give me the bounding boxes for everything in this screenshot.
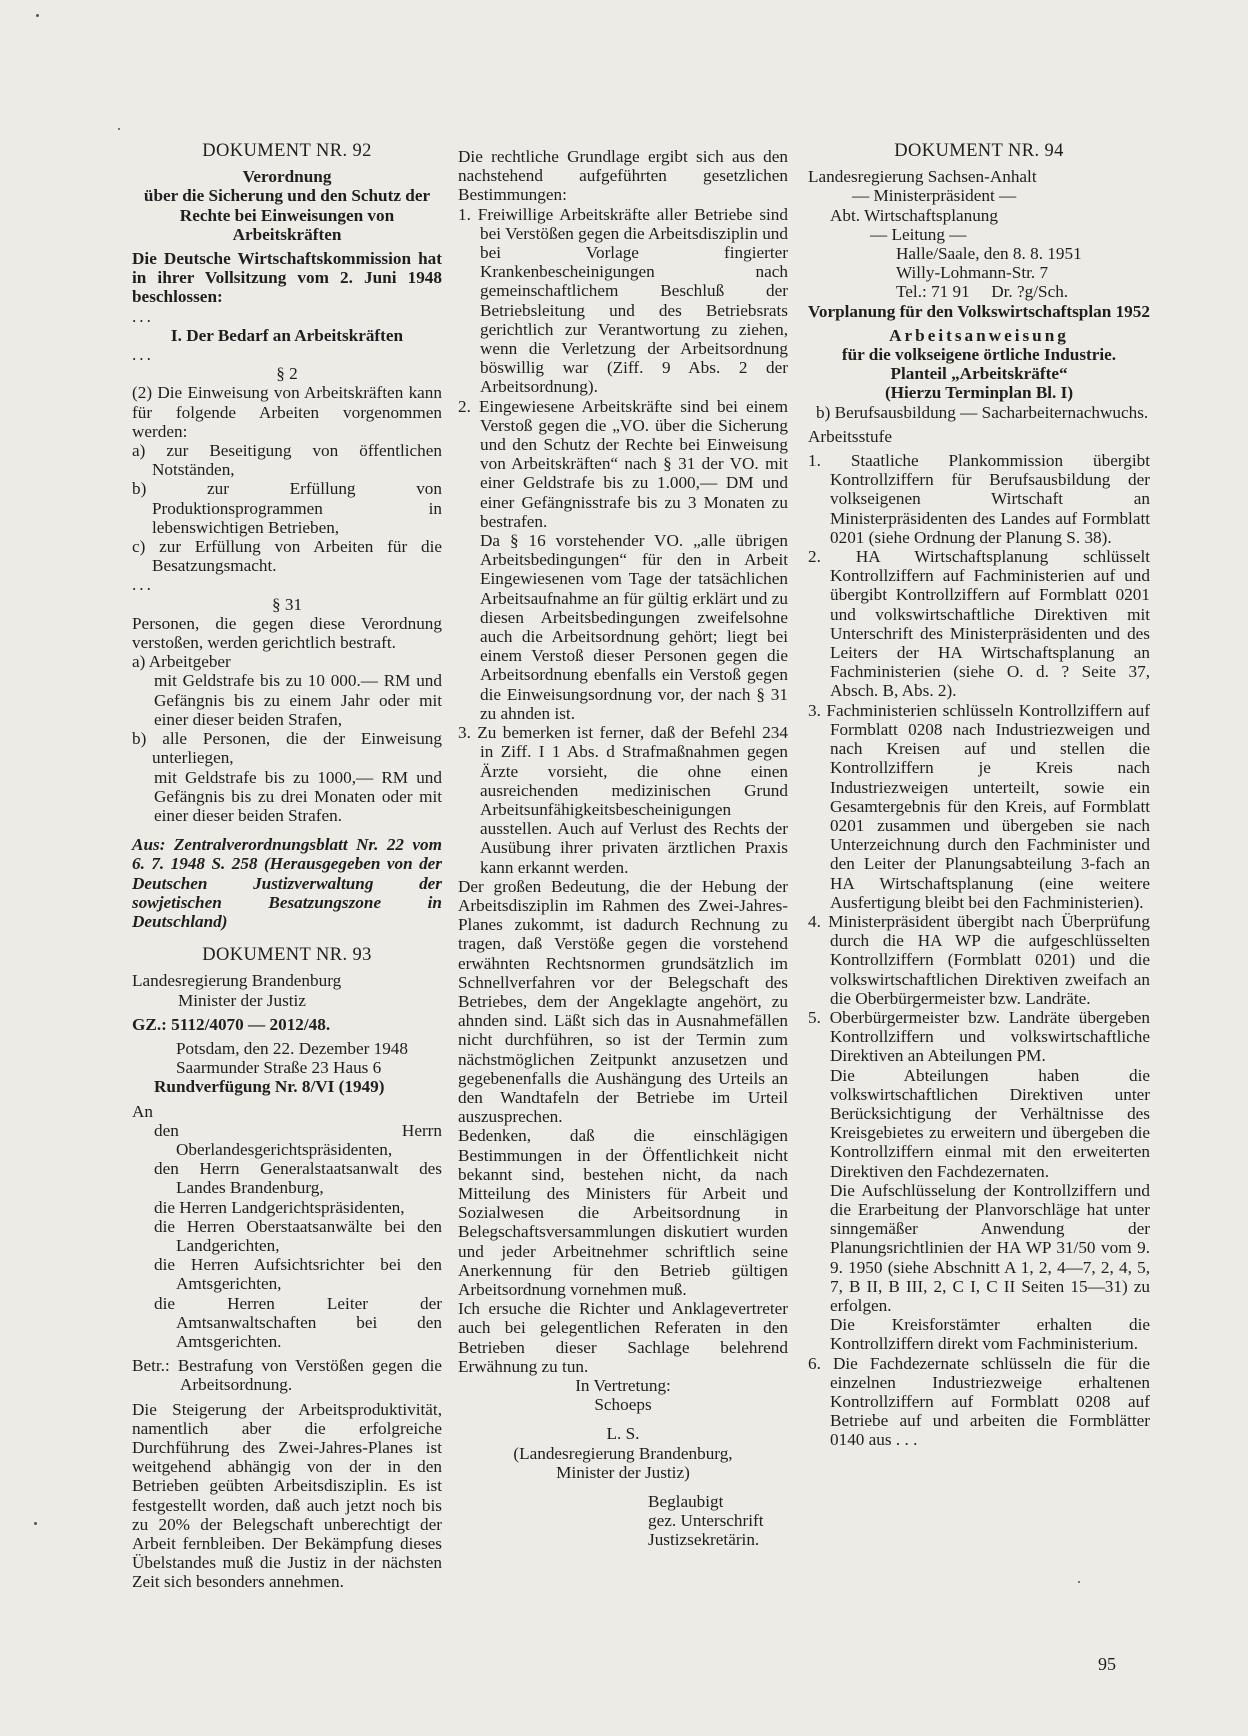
list-item: a) Arbeitgeber (132, 652, 231, 672)
doc92-section-1: I. Der Bedarf an Arbeitskräften (170, 325, 404, 345)
list-item: 3. Zu bemerken ist ferner, daß der Befehl 234 in Ziff. I 1 Abs. d Strafmaßnahmen gegen Ärzte vorsieht, die ohne einen ausreichenden medizinischen Grund Arbeitsunfähigkeitsbescheinigungen ausstellen. Auch auf Verlust des Rechts der Ausübung ihrer privaten ärztlichen Praxis kann erkannt werden. (458, 723, 788, 877)
doc94-authority: Landesregierung Sachsen-Anhalt (808, 167, 1037, 187)
doc93-reference: GZ.: 5112/4070 — 2012/48. (132, 1014, 331, 1034)
recipient: die Herren Oberstaatsanwälte bei den Landgerichten, (154, 1216, 442, 1255)
doc92-title: Verordnung über die Sicherung und den Schutz der Rechte bei Einweisungen von Arbeitskräften (143, 167, 431, 244)
list-item: 1. Freiwillige Arbeitskräfte aller Betriebe sind bei Verstößen gegen die Arbeitsdisziplin und bei Vorlage fingierter Krankenbescheinigungen nach gemeinschaftlichem Beschluß der Betriebsleitung und des Betriebsrats gerichtlich zur Verantwortung zu ziehen, wenn die Verletzung der Arbeitsordnung böswillig war (Ziff. 9 Abs. 2 der Arbeitsordnung). (458, 204, 788, 397)
list-item-continuation: Die Kreisforstämter erhalten die Kontrollziffern direkt vom Fachministerium. (830, 1315, 1150, 1354)
doc94-instruction-sub: (Hierzu Terminplan Bl. I) (884, 383, 1074, 403)
column-1 (132, 142, 442, 1592)
doc94-stage: Arbeitsstufe (808, 426, 893, 446)
doc92-heading: DOKUMENT NR. 92 (202, 141, 372, 161)
doc94-heading: DOKUMENT NR. 94 (894, 141, 1064, 161)
list-item-continuation: Die Aufschlüsselung der Kontrollziffern und die Erarbeitung der Planvorschläge hat unter sinngemäßer Anwendung der Planungsrichtlinien der HA WP 31/50 vom 9. 9. 1950 (siehe Abschnitt A 1, 2, 4—7, 2, 4, 5, 7, B II, B III, 2, C I, C II Seiten 15—31) zu erfolgen. (830, 1180, 1150, 1315)
recipient: die Herren Landgerichtspräsidenten, (154, 1197, 405, 1217)
doc93-heading: DOKUMENT NR. 93 (202, 945, 372, 966)
doc93-place-date: Potsdam, den 22. Dezember 1948 (176, 1038, 408, 1058)
doc93-address: Saarmunder Straße 23 Haus 6 (176, 1058, 382, 1078)
doc94-authority: — Leitung — (870, 224, 967, 244)
list-item: 2. HA Wirtschaftsplanung schlüsselt Kontrollziffern auf Fachministerien auf und übergibt Kontrollziffern auf Formblatt 0201 und volkswirtschaftliche Direktiven mit Unterschrift des Ministerpräsidenten und des Leiters der HA Wirtschaftsplanung an Fachministerien (siehe O. d. ? Seite 37, Absch. B, Abs. 2). (808, 547, 1150, 701)
doc93-certification: Beglaubigt (648, 1492, 724, 1512)
ellipsis: ... (132, 345, 154, 365)
doc94-title: Vorplanung für den Volkswirtschaftsplan 1952 (808, 301, 1150, 321)
doc94-phone: Tel.: 71 91 Dr. ?g/Sch. (896, 282, 1069, 302)
doc92-paragraph-31: § 31 (271, 594, 303, 614)
list-item: 5. Oberbürgermeister bzw. Landräte übergeben Kontrollziffern und volkswirtschaftliche Direktiven an Abteilungen PM. (808, 1007, 1150, 1066)
doc93-seal: Minister der Justiz) (556, 1462, 690, 1482)
doc94-instruction-sub: Planteil „Arbeitskräfte“ (890, 364, 1068, 384)
ellipsis: ... (132, 575, 154, 595)
doc93-certification: gez. Unterschrift (648, 1511, 764, 1531)
list-item: a) zur Beseitigung von öffentlichen Notständen, (132, 441, 442, 480)
recipient: den Herrn Oberlandesgerichtspräsidenten, (154, 1120, 442, 1159)
list-item: 3. Fachministerien schlüsseln Kontrollziffern auf Formblatt 0208 nach Industriezweigen und nach Kreisen auf und stellen die Kontrollziffern je Kreis nach Industriezweigen unterteilt, sowie ein Gesamtergebnis für den Kreis, auf Formblatt 0201 zusammen und übergeben sie nach Unterzeichnung durch den Fachminister und den Leiter der Planungsabteilung 3-fach an HA Wirtschaftsplanung (eine weitere Ausfertigung bleibt bei den Fachministerien). (808, 700, 1150, 912)
list-item: 1. Staatliche Plankommission übergibt Kontrollziffern für Berufsausbildung der volkseigenen Wirtschaft an Ministerpräsidenten des Landes auf Formblatt 0201 (siehe Ordnung der Planung S. 38). (808, 451, 1150, 547)
doc93-seal: L. S. (606, 1424, 640, 1444)
doc94-instruction-sub: für die volkseigene örtliche Industrie. (841, 345, 1117, 365)
doc93-seal: (Landesregierung Brandenburg, (513, 1443, 733, 1463)
ellipsis: ... (132, 306, 154, 326)
doc93-authority: Landesregierung Brandenburg (132, 971, 342, 991)
list-item: 2. Eingewiesene Arbeitskräfte sind bei einem Verstoß gegen die „VO. über die Sicherung und den Schutz der Rechte bei Einweisung von Arbeitskräften“ nach § 31 der VO. mit einer Geldstrafe bis zu 1.000,— DM und einer Gefängnisstrafe bis zu 3 Monaten zu bestrafen. (458, 396, 788, 531)
doc93-circular: Rundverfügung Nr. 8/VI (1949) (154, 1077, 385, 1097)
scan-speck (118, 128, 120, 130)
scan-speck (34, 1522, 37, 1525)
doc93-paragraph: Die Steigerung der Arbeitsproduktivität, namentlich aber die erfolgreiche Durchführung des Zwei-Jahres-Planes ist weitgehend abhängig von der in den Betrieben geübten Arbeitsdisziplin. Es ist festgestellt worden, daß auch jetzt noch bis zu 20% der Belegschaft unberechtigt der Arbeit fernbleiben. Der Bekämpfung dieses Übelstandes muß die Justiz in der nächsten Zeit sich besonders annehmen. (132, 1399, 442, 1592)
doc92-source: Aus: Zentralverordnungsblatt Nr. 22 vom 6. 7. 1948 S. 258 (Herausgegeben von der Deutschen Justizverwaltung der sowjetischen Besatzungszone in Deutschland) (132, 835, 442, 931)
doc94-instruction: Arbeitsanweisung (889, 325, 1069, 345)
doc94-topic: b) Berufsausbildung — Sacharbeiternachwuchs. (816, 402, 1149, 422)
doc93-authority: Minister der Justiz (178, 990, 306, 1010)
doc94-authority: Abt. Wirtschaftsplanung (830, 205, 998, 225)
column-2 (458, 147, 788, 1550)
doc93-signature-name: Schoeps (594, 1395, 652, 1415)
list-item: b) zur Erfüllung von Produktionsprogrammen in lebenswichtigen Betrieben, (132, 479, 442, 537)
column-3 (808, 142, 1150, 1450)
page-number: 95 (1098, 1654, 1116, 1674)
doc92-paragraph-2: § 2 (276, 364, 298, 384)
list-item: b) alle Personen, die der Einweisung unterliegen, (132, 729, 442, 768)
doc94-authority: — Ministerpräsident — (852, 186, 1017, 206)
doc93-paragraph: Bedenken, daß die einschlägigen Bestimmungen in der Öffentlichkeit nicht bekannt sind, bestehen nicht, da nach Mitteilung des Ministers für Arbeit und Sozialwesen die Arbeitsordnung in Belegschaftsversammlungen diskutiert wurden und jeder Arbeitnehmer schriftlich seine Anerkennung für den Betrieb gültigen Arbeitsordnung vornehmen muß. (458, 1126, 788, 1299)
doc93-paragraph: Die rechtliche Grundlage ergibt sich aus den nachstehend aufgeführten gesetzlichen Bestimmungen: (458, 147, 788, 205)
doc93-to: An (132, 1101, 154, 1121)
doc94-address: Willy-Lohmann-Str. 7 (896, 263, 1049, 283)
doc93-signature-label: In Vertretung: (575, 1376, 671, 1395)
doc93-paragraph: Ich ersuche die Richter und Anklagevertreter auch bei gelegentlichen Referaten in den Betrieben dieser Sachlage belehrend Erwähnung zu tun. (458, 1299, 788, 1376)
list-item-detail: mit Geldstrafe bis zu 1000,— RM und Gefängnis bis zu drei Monaten oder mit einer dieser beiden Strafen. (154, 767, 442, 825)
doc93-certification: Justizsekretärin. (648, 1530, 760, 1550)
doc92-paragraph-31-text: Personen, die gegen diese Verordnung verstoßen, werden gerichtlich bestraft. (132, 613, 442, 653)
list-item-continuation: Die Abteilungen haben die volkswirtschaftlichen Direktiven unter Berücksichtigung der Verhältnisse des Kreisgebietes zu erweitern und übergeben die Kontrollziffern einmal mit den erweiterten Direktiven den Fachdezernaten. (830, 1065, 1150, 1181)
doc94-place-date: Halle/Saale, den 8. 8. 1951 (896, 244, 1082, 264)
doc93-subject: Betr.: Bestrafung von Verstößen gegen die Arbeitsordnung. (132, 1356, 442, 1395)
recipient: die Herren Aufsichtsrichter bei den Amtsgerichten, (154, 1255, 442, 1294)
list-item: c) zur Erfüllung von Arbeiten für die Besatzungsmacht. (132, 537, 442, 576)
list-item: 4. Ministerpräsident übergibt nach Überprüfung durch die HA WP die aufgeschlüsselten Kontrollziffern (Formblatt 0201) und die volkswirtschaftlichen Direktiven zweifach an die Oberbürgermeister bzw. Landräte. (808, 911, 1150, 1008)
doc92-intro: Die Deutsche Wirtschaftskommission hat in ihrer Vollsitzung vom 2. Juni 1948 beschlossen: (132, 249, 442, 307)
doc93-paragraph: Der großen Bedeutung, die der Hebung der Arbeitsdisziplin im Rahmen des Zwei-Jahres-Planes zukommt, ist dadurch Rechnung zu tragen, daß Verstöße gegen die vorstehend erwähnten Rechtsnormen grundsätzlich im Schnellverfahren vor der Belegschaft des Betriebes, dem der Angeklagte angehört, zu ahnden sind. Läßt sich das in Ausnahmefällen nicht durchführen, so ist der Termin zum nächstmöglichen Zeitpunkt anzusetzen und gegebenenfalls die Aushängung des Urteils an den Wandtafeln der Betriebe im Urteil auszusprechen. (458, 876, 788, 1127)
list-item-continuation: Da § 16 vorstehender VO. „alle übrigen Arbeitsbedingungen“ für den in Arbeit Eingewiesenen vom Tage der tatsächlichen Arbeitsaufnahme an für gültig erklärt und zu diesen Arbeitsbedingungen zweifelsohne auch die Arbeitsordnung gehört; liegt bei einem Verstoß dieser Personen gegen die Arbeitsordnung ebenfalls ein Verstoß gegen die Einweisungsordnung vor, der nach § 31 zu ahnden ist. (480, 531, 788, 723)
list-item: 6. Die Fachdezernate schlüsseln die für die einzelnen Industriezweige erhaltenen Kontrollziffern auf Formblatt 0208 auf Betriebe auf und arbeiten die Formblätter 0140 aus . . . (808, 1353, 1150, 1450)
doc92-paragraph-2-text: (2) Die Einweisung von Arbeitskräften kann für folgende Arbeiten vorgenommen werden: (132, 383, 442, 441)
recipient: die Herren Leiter der Amtsanwaltschaften bei den Amtsgerichten. (154, 1293, 442, 1351)
list-item-detail: mit Geldstrafe bis zu 10 000.— RM und Gefängnis bis zu einem Jahr oder mit einer dieser beiden Strafen, (154, 671, 442, 729)
scan-speck (36, 14, 39, 17)
scan-speck (1078, 1581, 1080, 1583)
recipient: den Herrn Generalstaatsanwalt des Landes Brandenburg, (154, 1159, 442, 1198)
